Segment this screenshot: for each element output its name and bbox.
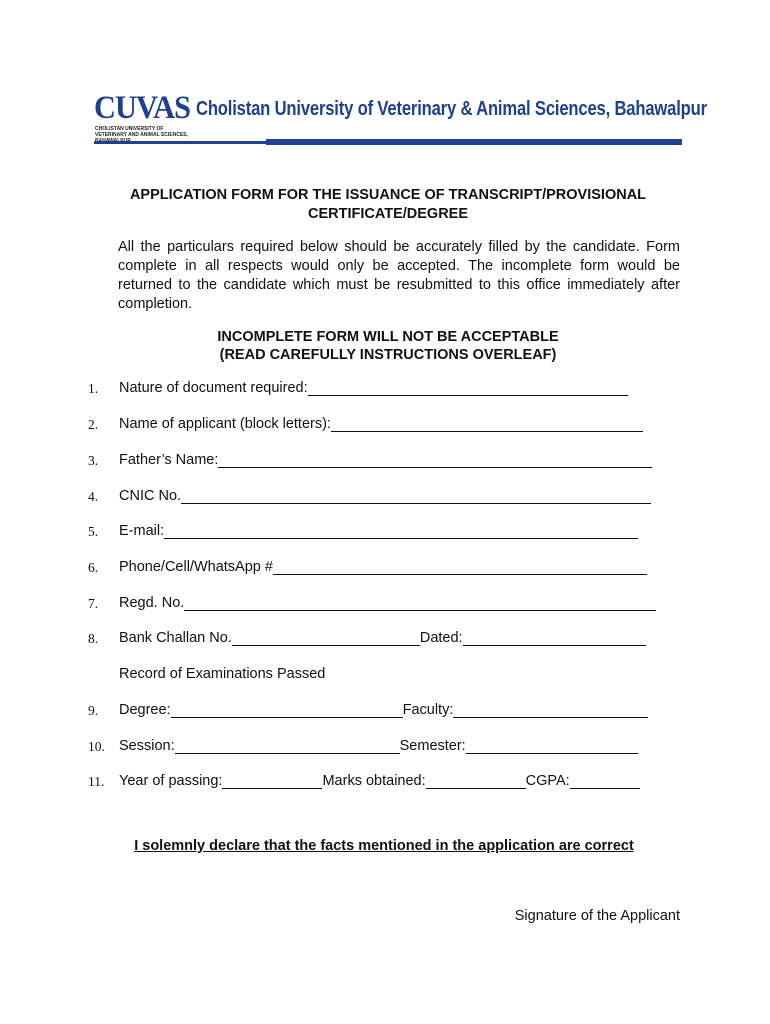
field-label: Bank Challan No. xyxy=(119,630,232,646)
field-number: 1. xyxy=(88,381,99,396)
declaration-statement: I solemnly declare that the facts mentioned in the application are correct xyxy=(134,838,634,854)
record-heading: Record of Examinations Passed xyxy=(119,666,326,682)
field-number: 5. xyxy=(88,524,99,539)
form-title xyxy=(94,186,682,224)
field-label: Father’s Name: xyxy=(119,452,219,468)
university-header xyxy=(94,90,707,152)
dated-input-line[interactable] xyxy=(463,631,646,646)
session-input-line[interactable] xyxy=(175,739,400,754)
field-label-dated: Dated: xyxy=(419,630,463,646)
field-number: 11. xyxy=(88,774,105,789)
field-label: Regd. No. xyxy=(119,595,185,611)
field-label-faculty: Faculty: xyxy=(402,702,454,718)
field-row-regd-no xyxy=(88,595,688,615)
field-row-email xyxy=(88,523,688,543)
field-number: 2. xyxy=(88,417,99,432)
intro-paragraph: All the particulars required below should be accurately filled by the candidate. Form complete in all respects would only be accepted. The incomplete form would be returned to the candidate which must be resubmitted to this office immediately after completion. xyxy=(118,239,680,312)
phone-input-line[interactable] xyxy=(273,560,647,575)
signature-label: Signature of the Applicant xyxy=(514,908,680,924)
field-row-document xyxy=(88,380,688,400)
field-row-session xyxy=(88,738,688,758)
field-label: E-mail: xyxy=(119,523,165,539)
field-label-cgpa: CGPA: xyxy=(525,773,570,789)
document-input-line[interactable] xyxy=(308,381,628,396)
university-logo xyxy=(94,90,191,126)
field-label: Session: xyxy=(119,738,175,754)
bank-challan-input-line[interactable] xyxy=(232,631,420,646)
faculty-input-line[interactable] xyxy=(453,703,648,718)
degree-input-line[interactable] xyxy=(171,703,403,718)
semester-input-line[interactable] xyxy=(466,739,638,754)
field-label: CNIC No. xyxy=(119,488,182,504)
cnic-input-line[interactable] xyxy=(181,489,651,504)
header-rule-thin xyxy=(94,141,266,144)
applicant-name-input-line[interactable] xyxy=(331,417,643,432)
field-label: Nature of document required: xyxy=(119,380,308,396)
field-number: 3. xyxy=(88,453,99,468)
field-label-marks: Marks obtained: xyxy=(322,773,426,789)
field-row-applicant-name xyxy=(88,416,688,436)
field-row-bank-challan xyxy=(88,630,688,650)
field-number: 7. xyxy=(88,596,99,611)
field-number: 9. xyxy=(88,703,99,718)
field-label: Degree: xyxy=(119,702,171,718)
field-number: 6. xyxy=(88,560,99,575)
marks-obtained-input-line[interactable] xyxy=(426,774,526,789)
field-row-cnic xyxy=(88,488,688,508)
header-rule-thick xyxy=(266,139,682,145)
cgpa-input-line[interactable] xyxy=(570,774,640,789)
logo-subtitle: CHOLISTAN UNIVERSITY OF VETERINARY AND ANIMAL SCIENCES, xyxy=(95,126,188,138)
university-name: Cholistan University of Veterinary & Animal Sciences, Bahawalpur xyxy=(196,98,707,120)
field-number: 10. xyxy=(88,739,105,754)
email-input-line[interactable] xyxy=(164,524,638,539)
warning-block xyxy=(94,328,682,364)
year-of-passing-input-line[interactable] xyxy=(222,774,322,789)
regd-no-input-line[interactable] xyxy=(184,596,656,611)
logo-text: CUVAS xyxy=(94,90,191,126)
warning-line-1: INCOMPLETE FORM WILL NOT BE ACCEPTABLE xyxy=(217,329,559,345)
field-number: 4. xyxy=(88,489,99,504)
form-title-line-2: CERTIFICATE/DEGREE xyxy=(307,206,469,222)
field-row-year-of-passing xyxy=(88,773,688,793)
form-title-line-1: APPLICATION FORM FOR THE ISSUANCE OF TRANSCRIPT/PROVISIONAL xyxy=(129,187,647,203)
field-label: Year of passing: xyxy=(119,773,223,789)
warning-line-2: (READ CAREFULLY INSTRUCTIONS OVERLEAF) xyxy=(219,347,557,363)
field-label: Phone/Cell/WhatsApp # xyxy=(119,559,273,575)
field-row-phone xyxy=(88,559,688,579)
field-label-semester: Semester: xyxy=(399,738,466,754)
father-name-input-line[interactable] xyxy=(218,453,652,468)
field-label: Name of applicant (block letters): xyxy=(119,416,331,432)
field-row-father-name xyxy=(88,452,688,472)
field-number: 8. xyxy=(88,631,99,646)
field-row-degree xyxy=(88,702,688,722)
